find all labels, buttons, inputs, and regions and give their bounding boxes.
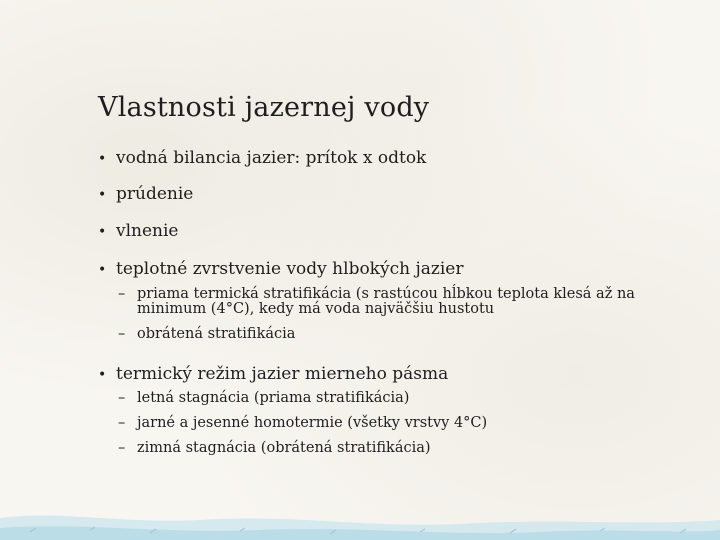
sub-bullet-text: jarné a jesenné homotermie (všetky vrstvy 4°C) [137, 415, 488, 431]
sub-bullet-homothermy [118, 416, 667, 431]
sub-bullet-marker: – [118, 440, 126, 456]
bullet-marker: • [98, 224, 107, 240]
sub-bullet-inverse-stratification [118, 327, 667, 342]
bullet-stratification [98, 258, 463, 281]
bullet-text: vodná bilancia jazier: prítok x odtok [116, 148, 427, 168]
decorative-wave-border [0, 480, 720, 540]
sub-bullet-text: letná stagnácia (priama stratifikácia) [137, 390, 410, 406]
bullet-text: vlnenie [116, 221, 179, 241]
bullet-text: termický režim jazier mierneho pásma [116, 364, 449, 384]
bullet-thermal-regime [98, 363, 448, 386]
bullet-marker: • [98, 187, 107, 203]
bullet-marker: • [98, 151, 107, 167]
sub-bullet-marker: – [118, 286, 126, 302]
sub-bullet-direct-stratification [118, 287, 667, 317]
bullet-waves [98, 220, 179, 243]
bullet-marker: • [98, 262, 107, 278]
bullet-flow [98, 183, 193, 206]
bullet-text: teplotné zvrstvenie vody hlbokých jazier [116, 259, 464, 279]
slide-title: Vlastnosti jazernej vody [98, 92, 430, 123]
sub-bullet-text: zimná stagnácia (obrátená stratifikácia) [137, 440, 431, 456]
sub-bullet-text: obrátená stratifikácia [137, 326, 296, 342]
bullet-marker: • [98, 367, 107, 383]
sub-bullet-summer-stagnation [118, 391, 667, 406]
bullet-text: prúdenie [116, 184, 194, 204]
sub-bullet-text: priama termická stratifikácia (s rastúcou hĺbkou teplota klesá až na minimum (4°C), kedy má voda najväčšiu hustotu [137, 286, 635, 317]
sub-bullet-winter-stagnation [118, 441, 667, 456]
sub-bullet-marker: – [118, 326, 126, 342]
bullet-water-balance [98, 147, 426, 170]
sub-bullet-marker: – [118, 390, 126, 406]
sub-bullet-marker: – [118, 415, 126, 431]
